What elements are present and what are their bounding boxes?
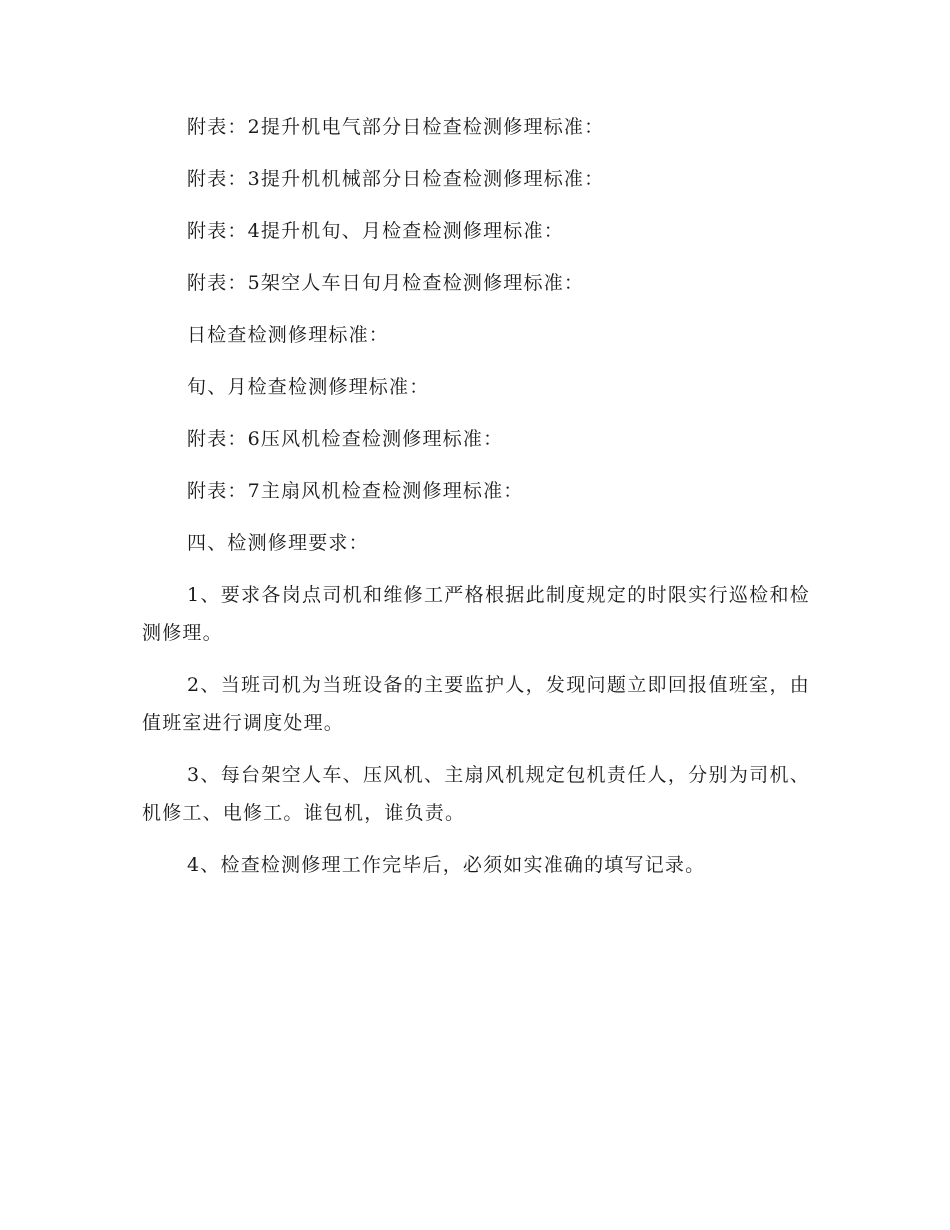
requirement-paragraph-3: 3、每台架空人车、压风机、主扇风机规定包机责任人，分别为司机、机修工、电修工。谁包机，谁负责。 (142, 764, 810, 824)
periodic-standard-line: 旬、月检查检测修理标准： (187, 376, 430, 398)
appendix-line-7: 附表：7主扇风机检查检测修理标准： (187, 480, 524, 502)
appendix-line-2: 附表：2提升机电气部分日检查检测修理标准： (187, 116, 605, 138)
requirement-paragraph-1: 1、要求各岗点司机和维修工严格根据此制度规定的时限实行巡检和检测修理。 (142, 584, 810, 644)
appendix-line-3: 附表：3提升机机械部分日检查检测修理标准： (187, 168, 605, 190)
appendix-line-6: 附表：6压风机检查检测修理标准： (187, 428, 504, 450)
appendix-line-5: 附表：5架空人车日旬月检查检测修理标准： (187, 272, 585, 294)
requirement-paragraph-2: 2、当班司机为当班设备的主要监护人，发现问题立即回报值班室，由值班室进行调度处理。 (142, 674, 810, 734)
daily-standard-line: 日检查检测修理标准： (187, 324, 390, 346)
document-body (142, 108, 810, 898)
appendix-line-4: 附表：4提升机旬、月检查检测修理标准： (187, 220, 564, 242)
requirement-paragraph-4: 4、检查检测修理工作完毕后，必须如实准确的填写记录。 (187, 854, 706, 876)
section-heading: 四、检测修理要求： (187, 532, 369, 554)
